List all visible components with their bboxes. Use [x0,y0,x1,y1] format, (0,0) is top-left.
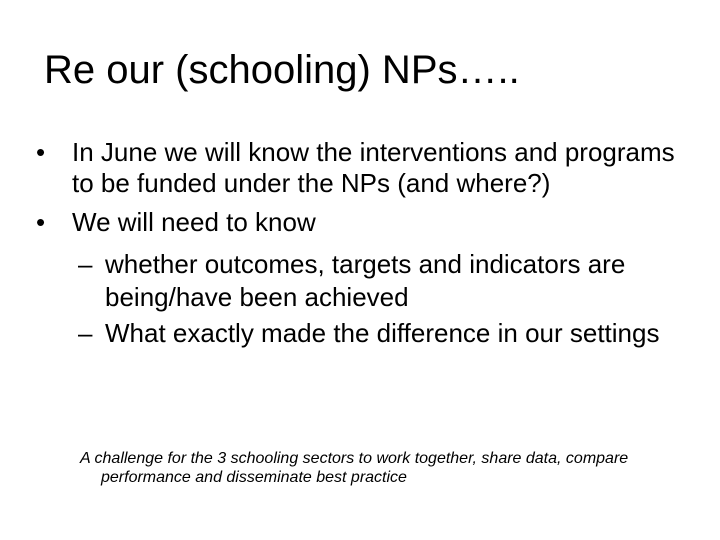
bullet-text: We will need to know [72,207,316,237]
bullet-item-need-to-know [36,207,696,350]
slide-title: Re our (schooling) NPs….. [44,48,520,92]
sub-bullet-text: whether outcomes, targets and indicators are being/have been achieved [105,249,626,312]
sub-bullet-text: What exactly made the difference in our settings [105,318,660,348]
sub-bullet-difference [36,317,696,350]
bullet-list [36,137,696,358]
bullet-text: In June we will know the interventions and programs to be funded under the NPs (and where?) [72,137,675,198]
bullet-marker: • [36,207,46,237]
bullet-item-june [36,137,696,199]
challenge-note: A challenge for the 3 schooling sectors to work together, share data, compare performance and disseminate best practice [80,450,629,486]
sub-bullet-marker: – [78,318,93,348]
bullet-marker: • [36,137,46,167]
sub-bullet-marker: – [78,249,93,279]
sub-bullet-list [72,248,696,350]
sub-bullet-outcomes [36,248,696,314]
